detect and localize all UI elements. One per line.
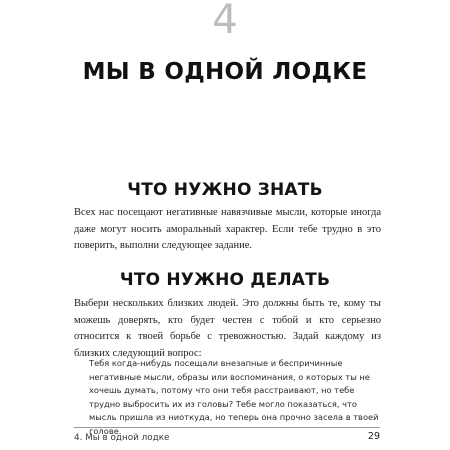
chapter-number: 4: [212, 0, 238, 43]
running-footer-chapter: 4. Мы в одной лодке: [74, 433, 170, 443]
chapter-title: МЫ В ОДНОЙ ЛОДКЕ: [82, 59, 368, 85]
footer-divider: [74, 427, 380, 428]
section-paragraph-do: Выбери нескольких близких людей. Это должны быть те, кому ты можешь доверять, кто будет честен с тобой и кто серьезно относится к твоей борьбе с тревожностью. Задай каждому из близких следующий вопрос:: [74, 298, 381, 359]
section-heading-know: ЧТО НУЖНО ЗНАТЬ: [127, 180, 323, 200]
question-quote: Тебя когда-нибудь посещали внезапные и беспричинные негативные мысли, образы или воспоминания, о которых ты не хочешь думать, потому что они тебя расстраивают, но тебе трудно выбросить их из головы? Тебе могло показаться, что мысль пришла из ниоткуда, но теперь она прочно засела в твоей голове.: [89, 358, 379, 436]
page-number: 29: [367, 431, 380, 442]
section-paragraph-know: Всех нас посещают негативные навязчивые мысли, которые иногда даже могут носить аморальный характер. Если тебе трудно в это поверить, выполни следующее задание.: [74, 207, 381, 251]
section-heading-do: ЧТО НУЖНО ДЕЛАТЬ: [119, 270, 331, 290]
